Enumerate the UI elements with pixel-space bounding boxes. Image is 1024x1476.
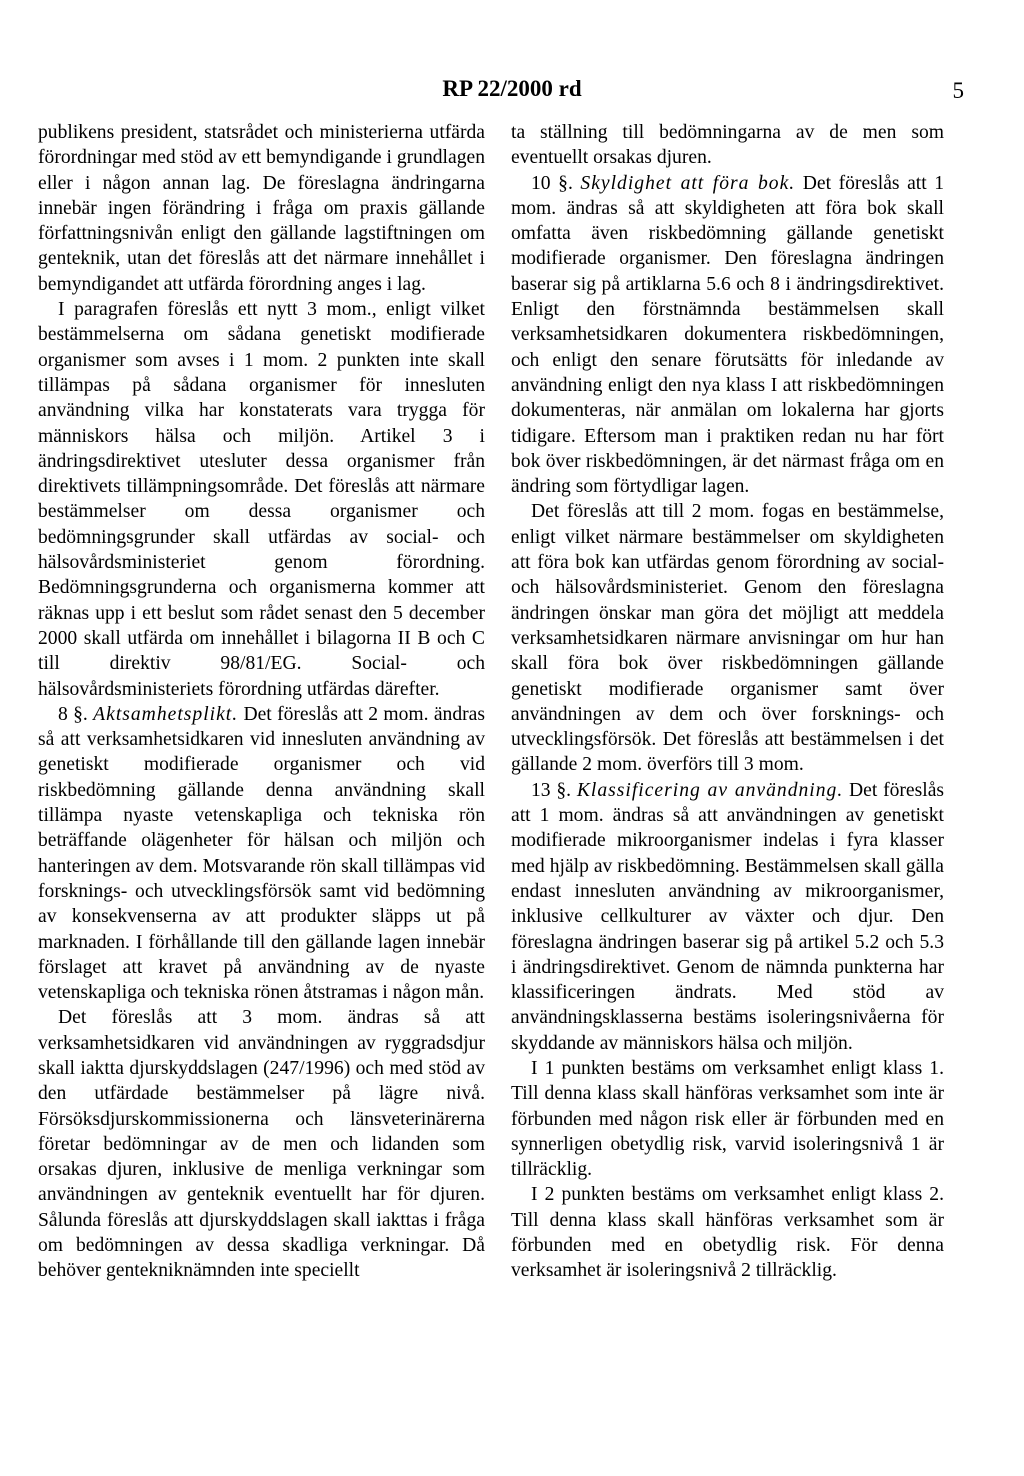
paragraph: I 1 punkten bestäms om verksamhet enligt klass 1. Till denna klass skall hänföras verksamhet som inte är förbunden med någon risk eller är förbunden med en synnerligen obetydlig risk, varvid isoleringsnivå 1 är tillräcklig.	[511, 1057, 944, 1181]
section-title: Klassificering av användning.	[576, 779, 844, 801]
section-paragraph	[511, 171, 944, 500]
paragraph: Det föreslås att till 2 mom. fogas en bestämmelse, enligt vilket närmare bestämmelser om skyldigheten att föra bok kan utfärdas genom förordning av social- och hälsovårdsministeriet. Genom den föreslagna ändringen önskar man göra det möjligt att meddela verksamhetsidkaren närmare anvisningar om hur han skall föra bok över riskbedömningen gällande genetiskt modifierade organismer samt över användningen av dem och över forsknings- och utvecklingsförsök. Det föreslås att bestämmelsen i det gällande 2 mom. överförs till 3 mom.	[511, 501, 944, 776]
section-number: 13 §.	[531, 779, 572, 801]
page-header	[0, 76, 1024, 106]
paragraph: Det föreslås att 3 mom. ändras så att verksamhetsidkaren vid användningen av ryggradsdjur skall iaktta djurskyddslagen (247/1996) och med stöd av den utfärdade bestämmelser på lägre nivå. Försöksdjurskommissionerna och länsveterinärerna företar bedömningar av de men och lidanden som orsakas djuren, inklusive de menliga verkningar som användningen av genteknik eventuellt har för djuren. Sålunda föreslås att djurskyddslagen skall iakttas i fråga om bedömningen av dessa skadliga verkningar. Då behöver gentekniknämnden inte speciellt	[38, 1007, 485, 1282]
paragraph: ta ställning till bedömningarna av de men som eventuellt orsakas djuren.	[511, 122, 944, 169]
section-number: 10 §.	[531, 172, 573, 194]
section-title: Skyldighet att föra bok.	[580, 172, 796, 194]
section-text: Det föreslås att 1 mom. ändras så att skyldigheten att föra bok skall omfatta även riskbedömning gällande genetiskt modifierade organismer. Den föreslagna ändringen baserar sig på artiklarna 5.6 och 8 i ändringsdirektivet. Enligt den förstnämnda bestämmelsen skall verksamhetsidkaren dokumentera riskbedömningen, och enligt den senare förutsätts för inledande av användning enligt den nya klass I att riskbedömningen dokumenteras, när anmälan om lokalerna har gjorts tidigare. Eftersom man i praktiken redan nu har fört bok över riskbedömningen, är det närmast fråga om en ändring som förtydligar lagen.	[511, 172, 945, 498]
paragraph: I paragrafen föreslås ett nytt 3 mom., enligt vilket bestämmelserna om sådana genetiskt modifierade organismer som avses i 1 mom. 2 punkten inte skall tillämpas på sådana organismer för innesluten användning vilka har konstaterats vara trygga för människors hälsa och miljön. Artikel 3 i ändringsdirektivet utesluter dessa organismer från direktivets tillämpningsområde. Det föreslås att närmare bestämmelser om dessa organismer och bedömningsgrunder skall utfärdas av social- och hälsovårdsministeriet genom förordning. Bedömningsgrunderna och organismerna kommer att räknas upp i ett beslut som rådet senast den 5 december 2000 skall utfärda om innehållet i bilagorna II B och C till direktiv 98/81/EG. Social- och hälsovårdsministeriets förordning utfärdas därefter.	[38, 299, 485, 700]
section-number: 8 §.	[58, 703, 88, 725]
section-text: Det föreslås att 1 mom. ändras så att användningen av genetiskt modifierade mikroorganismer indelas i fyra klasser med hjälp av riskbedömning. Bestämmelsen skall gälla endast innesluten användning av mikroorganismer, inklusive cellkulturer av växter och djur. Den föreslagna ändringen baserar sig på artikel 5.2 och 5.3 i ändringsdirektivet. Genom de nämnda punkterna har klassificeringen ändrats. Med stöd av användningsklasserna bestäms isoleringsnivåerna för skyddande av människors hälsa och miljön.	[511, 779, 945, 1054]
section-paragraph	[511, 778, 944, 1056]
section-paragraph	[38, 702, 485, 1006]
right-column	[511, 120, 944, 1284]
section-text: Det föreslås att 2 mom. ändras så att verksamhetsidkaren vid innesluten användning av genetiskt modifierade organismer och vid riskbedömning gällande denna användning skall tillämpa nyaste vetenskapliga och tekniska rön beträffande olägenheter för hälsan och miljön och hanteringen av dem. Motsvarande rön skall tillämpas vid forsknings- och utvecklingsförsök samt vid bedömning av konsekvenserna av att produkter släpps ut på marknaden. I förhållande till den gällande lagen innebär förslaget att kravet på användning av de nyaste vetenskapliga och tekniska rönen åtstramas i någon mån.	[38, 703, 485, 1004]
paragraph: I 2 punkten bestäms om verksamhet enligt klass 2. Till denna klass skall hänföras verksamhet som är förbunden med en obetydlig risk. För denna verksamhet är isoleringsnivå 2 tillräcklig.	[511, 1184, 944, 1282]
page-number: 5	[952, 78, 964, 103]
document-id: RP 22/2000 rd	[442, 76, 582, 101]
paragraph: publikens president, statsrådet och ministerierna utfärda förordningar med stöd av ett bemyndigande i grundlagen eller i någon annan lag. De föreslagna ändringarna innebär ingen förändring i fråga om praxis gällande författningsnivån enligt den gällande lagstiftningen om genteknik, utan det föreslås att det närmare innehållet i bemyndigandet att utfärda förordning anges i lag.	[38, 122, 485, 295]
section-title: Aktsamhetsplikt.	[93, 703, 239, 725]
left-column	[38, 120, 485, 1284]
